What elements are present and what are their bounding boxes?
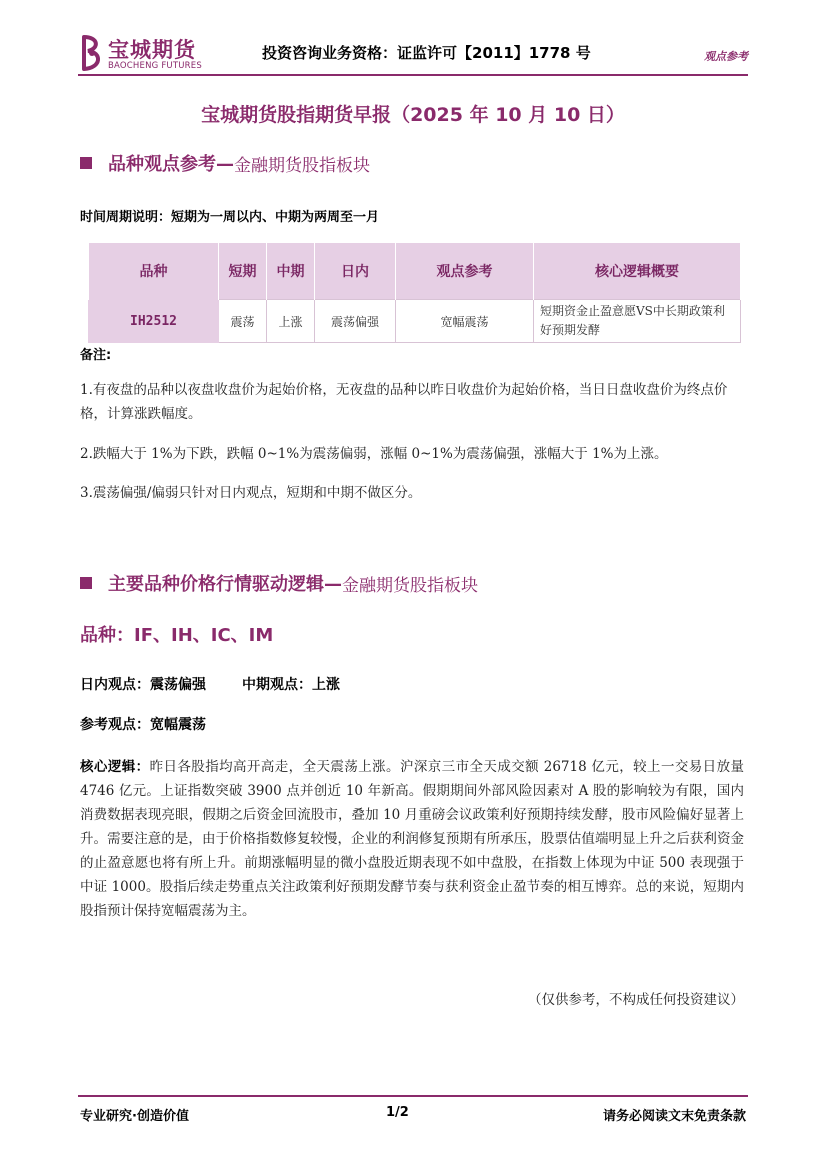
table-header-row (89, 243, 741, 300)
section-heading-sub: 金融期货股指板块 (234, 155, 370, 176)
section-heading-drivers (80, 570, 478, 596)
logo-mark-icon (78, 34, 106, 72)
square-bullet-icon (80, 157, 92, 169)
intraday-view: 日内观点：震荡偏强 (80, 677, 206, 693)
company-logo (78, 34, 218, 74)
logo-chinese-name: 宝城期货 (108, 37, 196, 62)
col-header-core-logic: 核心逻辑概要 (534, 243, 741, 300)
page-header (78, 30, 748, 74)
section-heading-main: 品种观点参考— (108, 154, 234, 175)
cell-mid-term: 上涨 (267, 300, 315, 343)
note-item-1: 1.有夜盘的品种以夜盘收盘价为起始价格，无夜盘的品种以昨日收盘价为起始价格，当日日盘收盘价为终点价格，计算涨跌幅度。 (80, 382, 728, 422)
notes-title: 备注: (80, 348, 112, 363)
header-divider (78, 74, 748, 76)
period-note: 时间周期说明：短期为一周以内、中期为两周至一月 (80, 210, 380, 225)
footer-divider (78, 1095, 748, 1097)
cell-reference: 宽幅震荡 (396, 300, 534, 343)
logo-english-name: BAOCHENG FUTURES (108, 61, 202, 71)
section-heading-sub: 金融期货股指板块 (342, 575, 478, 596)
core-logic-paragraph (80, 755, 744, 923)
col-header-intraday: 日内 (315, 243, 396, 300)
core-logic-text: 昨日各股指均高开高走，全天震荡上涨。沪深京三市全天成交额 26718 亿元，较上一交易日放量 4746 亿元。上证指数突破 3900 点并创近 10 年新高。假期期间外部风险因素对 A 股的影响较为有限，国内消费数据表现亮眼，假期之后资金回流股市，叠加 10 月重磅会议政策利好预期持续发酵，股市风险偏好显著上升。需要注意的是，由于价格指数修复较慢，企业的利润修复预期有所承压，股票估值端明显上升之后获利资金的止盈意愿也将有所上升。前期涨幅明显的微小盘股近期表现不如中盘股，在指数上体现为中证 500 表现强于中证 1000。股指后续走势重点关注政策利好预期发酵节奏与获利资金止盈节奏的相互博弈。总的来说，短期内股指预计保持宽幅震荡为主。 (80, 759, 745, 919)
reference-view: 参考观点：宽幅震荡 (80, 717, 206, 733)
report-title: 宝城期货股指期货早报（2025 年 10 月 10 日） (201, 104, 625, 126)
page-number: 1/2 (386, 1105, 409, 1120)
cell-intraday: 震荡偏强 (315, 300, 396, 343)
report-type-tag: 观点参考 (704, 50, 748, 63)
footer-slogan: 专业研究·创造价值 (80, 1109, 189, 1124)
square-bullet-icon (80, 577, 92, 589)
views-table (88, 242, 741, 343)
section-heading-main: 主要品种价格行情驱动逻辑— (108, 574, 342, 595)
col-header-reference: 观点参考 (396, 243, 534, 300)
qualification-text: 投资咨询业务资格：证监许可【2011】1778 号 (262, 44, 591, 62)
disclaimer: （仅供参考，不构成任何投资建议） (528, 992, 744, 1008)
table-row (89, 300, 741, 343)
col-header-mid-term: 中期 (267, 243, 315, 300)
mid-term-view: 中期观点：上涨 (242, 677, 340, 693)
core-logic-label: 核心逻辑： (80, 759, 150, 775)
col-header-variety: 品种 (89, 243, 219, 300)
col-header-short-term: 短期 (219, 243, 267, 300)
cell-core-logic: 短期资金止盈意愿VS中长期政策利好预期发酵 (534, 300, 741, 343)
variety-list: 品种：IF、IH、IC、IM (80, 625, 274, 646)
view-line-1 (80, 674, 340, 694)
cell-short-term: 震荡 (219, 300, 267, 343)
section-heading-views (80, 150, 370, 176)
note-item-3: 3.震荡偏强/偏弱只针对日内观点，短期和中期不做区分。 (80, 485, 422, 501)
note-item-2: 2.跌幅大于 1%为下跌，跌幅 0~1%为震荡偏弱，涨幅 0~1%为震荡偏强，涨幅大于 1%为上涨。 (80, 446, 668, 462)
footer-disclaimer-note: 请务必阅读文末免责条款 (602, 1109, 746, 1124)
cell-contract-code: IH2512 (89, 300, 219, 343)
